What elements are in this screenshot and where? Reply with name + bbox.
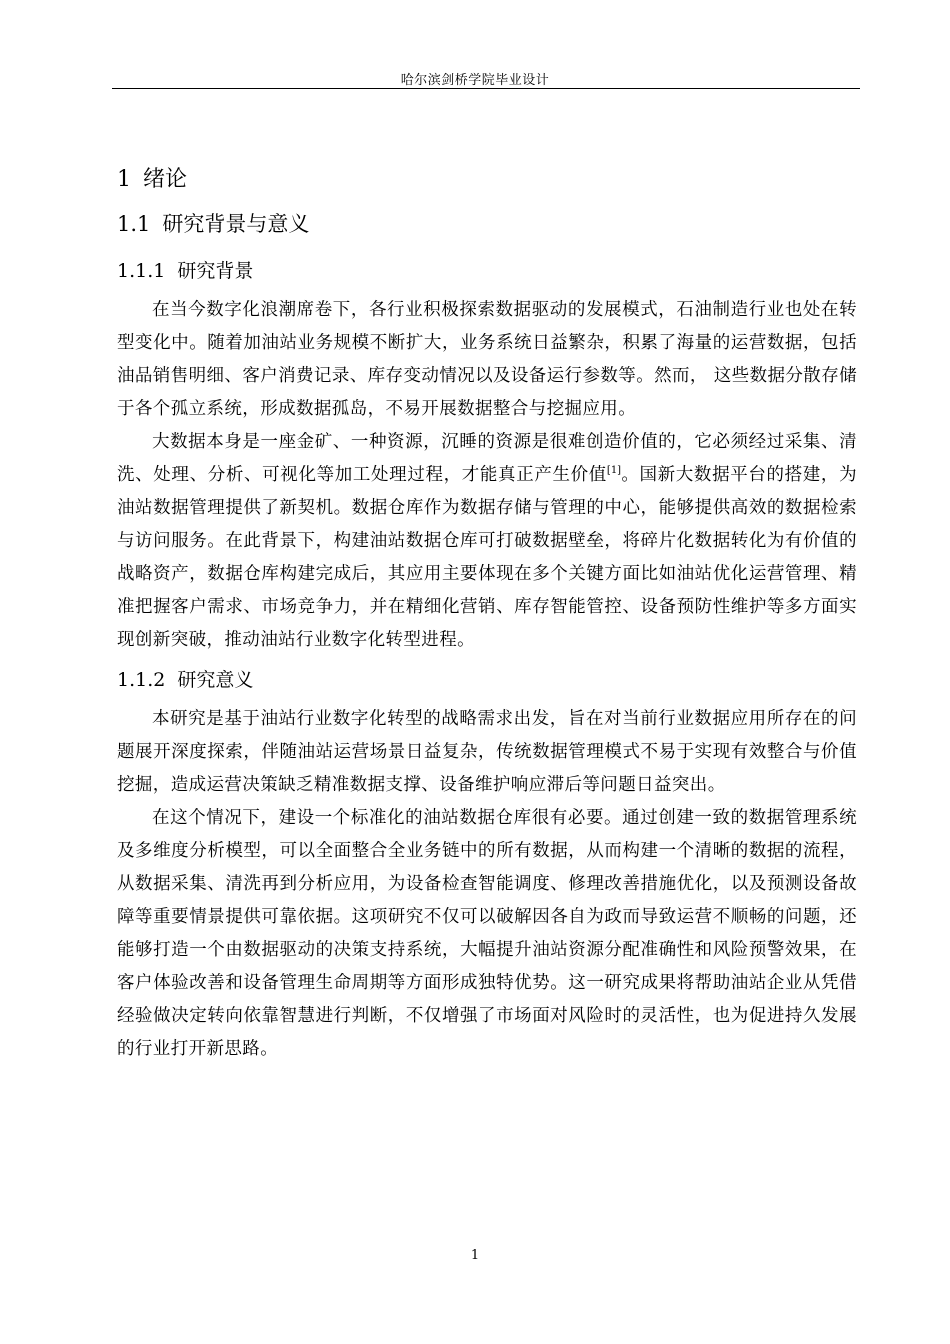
page-content [117, 160, 857, 1066]
paragraph-text: 大数据本身是一座金矿、一种资源，沉睡的资源是很难创造价值的，它必须经过采集、清洗、处理、分析、可视化等加工处理过程，才能真正产生价值 [117, 432, 857, 485]
subsection-title: 研究意义 [177, 669, 254, 691]
subsection-title: 研究背景 [177, 260, 254, 282]
section-heading [117, 200, 857, 248]
body-paragraph-with-citation [117, 426, 857, 657]
section-number: 1.1 [117, 212, 151, 236]
body-paragraph: 在当今数字化浪潮席卷下，各行业积极探索数据驱动的发展模式，石油制造行业也处在转型变化中。随着加油站业务规模不断扩大，业务系统日益繁杂，积累了海量的运营数据，包括油品销售明细、客户消费记录、库存变动情况以及设备运行参数等。然而， 这些数据分散存储于各个孤立系统，形成数据孤岛，不易开展数据整合与挖掘应用。 [117, 300, 857, 419]
chapter-number: 1 [117, 167, 131, 192]
chapter-title: 绪论 [143, 167, 188, 192]
subsection-heading-background [117, 248, 857, 294]
citation-reference: [1] [606, 465, 622, 476]
subsection-number: 1.1.1 [117, 260, 166, 282]
page-number: 1 [470, 1248, 480, 1263]
section-title: 研究背景与意义 [162, 212, 310, 236]
body-paragraph: 在这个情况下，建设一个标准化的油站数据仓库很有必要。通过创建一致的数据管理系统及多维度分析模型，可以全面整合全业务链中的所有数据，从而构建一个清晰的数据的流程，从数据采集、清洗再到分析应用，为设备检查智能调度、修理改善措施优化，以及预测设备故障等重要情景提供可靠依据。这项研究不仅可以破解因各自为政而导致运营不顺畅的问题，还能够打造一个由数据驱动的决策支持系统，大幅提升油站资源分配准确性和风险预警效果，在客户体验改善和设备管理生命周期等方面形成独特优势。这一研究成果将帮助油站企业从凭借经验做决定转向依靠智慧进行判断，不仅增强了市场面对风险时的灵活性，也为促进持久发展的行业打开新思路。 [117, 808, 857, 1059]
chapter-heading [117, 160, 857, 200]
page-header-title: 哈尔滨剑桥学院毕业设计 [400, 73, 550, 88]
subsection-heading-significance [117, 657, 857, 703]
body-paragraph: 本研究是基于油站行业数字化转型的战略需求出发，旨在对当前行业数据应用所存在的问题展开深度探索，伴随油站运营场景日益复杂，传统数据管理模式不易于实现有效整合与价值挖掘，造成运营决策缺乏精准数据支撑、设备维护响应滞后等问题日益突出。 [117, 709, 857, 795]
paragraph-text: 。国新大数据平台的搭建，为油站数据管理提供了新契机。数据仓库作为数据存储与管理的中心，能够提供高效的数据检索与访问服务。在此背景下，构建油站数据仓库可打破数据壁垒，将碎片化数据转化为有价值的战略资产，数据仓库构建完成后，其应用主要体现在多个关键方面比如油站优化运营管理、精准把握客户需求、市场竞争力，并在精细化营销、库存智能管控、设备预防性维护等多方面实现创新突破，推动油站行业数字化转型进程。 [117, 465, 857, 650]
subsection-number: 1.1.2 [117, 669, 166, 691]
header-divider [112, 88, 860, 89]
